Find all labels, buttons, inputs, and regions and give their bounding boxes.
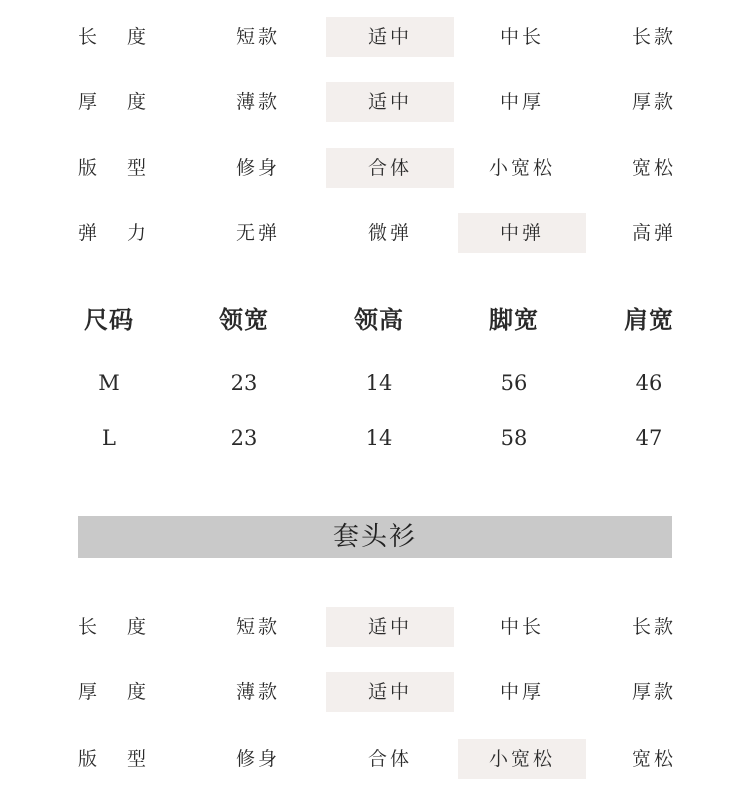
option-slim: 修身 — [235, 748, 280, 770]
header-neck-width: 领宽 — [219, 305, 269, 334]
attr-label: 版 型 — [78, 157, 147, 179]
attr-row-elasticity — [0, 213, 750, 253]
attr-row-thickness — [0, 82, 750, 122]
attr-label: 弹 力 — [78, 222, 147, 244]
attr-row-fit — [0, 739, 750, 779]
option-high-stretch: 高弹 — [631, 222, 676, 244]
option-slight-stretch: 微弹 — [367, 222, 412, 244]
option-midlong: 中长 — [499, 26, 544, 48]
option-slightly-loose: 小宽松 — [488, 157, 555, 179]
attr-row-length — [0, 607, 750, 647]
option-long: 长款 — [631, 616, 676, 638]
option-long: 长款 — [631, 26, 676, 48]
option-no-stretch: 无弹 — [235, 222, 280, 244]
attr-label: 厚 度 — [78, 681, 147, 703]
option-medium-selected: 适中 — [326, 17, 454, 57]
attr-label: 长 度 — [78, 616, 147, 638]
header-shoulder-width: 肩宽 — [624, 305, 674, 334]
attr-label: 厚 度 — [78, 91, 147, 113]
option-medium-selected: 适中 — [326, 672, 454, 712]
option-thick: 厚款 — [631, 681, 676, 703]
option-midlong: 中长 — [499, 616, 544, 638]
option-slim: 修身 — [235, 157, 280, 179]
cell-neck-height: 14 — [365, 426, 393, 450]
cell-neck-width: 23 — [230, 426, 258, 450]
section-title-bar: 套头衫 — [78, 516, 672, 558]
cell-size: L — [102, 426, 116, 450]
cell-neck-width: 23 — [230, 371, 258, 395]
option-regular-selected: 合体 — [326, 148, 454, 188]
option-loose: 宽松 — [631, 157, 676, 179]
option-short: 短款 — [235, 26, 280, 48]
attr-row-length — [0, 17, 750, 57]
header-hem-width: 脚宽 — [489, 305, 539, 334]
cell-shoulder-width: 47 — [635, 426, 663, 450]
option-midthick: 中厚 — [499, 91, 544, 113]
attr-row-fit — [0, 148, 750, 188]
option-medium-selected: 适中 — [326, 607, 454, 647]
header-size: 尺码 — [84, 305, 134, 334]
option-slightly-loose-selected: 小宽松 — [458, 739, 586, 779]
header-neck-height: 领高 — [354, 305, 404, 334]
cell-neck-height: 14 — [365, 371, 393, 395]
option-thick: 厚款 — [631, 91, 676, 113]
option-midthick: 中厚 — [499, 681, 544, 703]
option-loose: 宽松 — [631, 748, 676, 770]
cell-hem-width: 58 — [500, 426, 528, 450]
attr-label: 版 型 — [78, 748, 147, 770]
option-medium-stretch-selected: 中弹 — [458, 213, 586, 253]
option-thin: 薄款 — [235, 91, 280, 113]
cell-size: M — [98, 371, 120, 395]
option-regular: 合体 — [367, 748, 412, 770]
cell-shoulder-width: 46 — [635, 371, 663, 395]
cell-hem-width: 56 — [500, 371, 528, 395]
option-short: 短款 — [235, 616, 280, 638]
option-medium-selected: 适中 — [326, 82, 454, 122]
option-thin: 薄款 — [235, 681, 280, 703]
attr-row-thickness — [0, 672, 750, 712]
attr-label: 长 度 — [78, 26, 147, 48]
